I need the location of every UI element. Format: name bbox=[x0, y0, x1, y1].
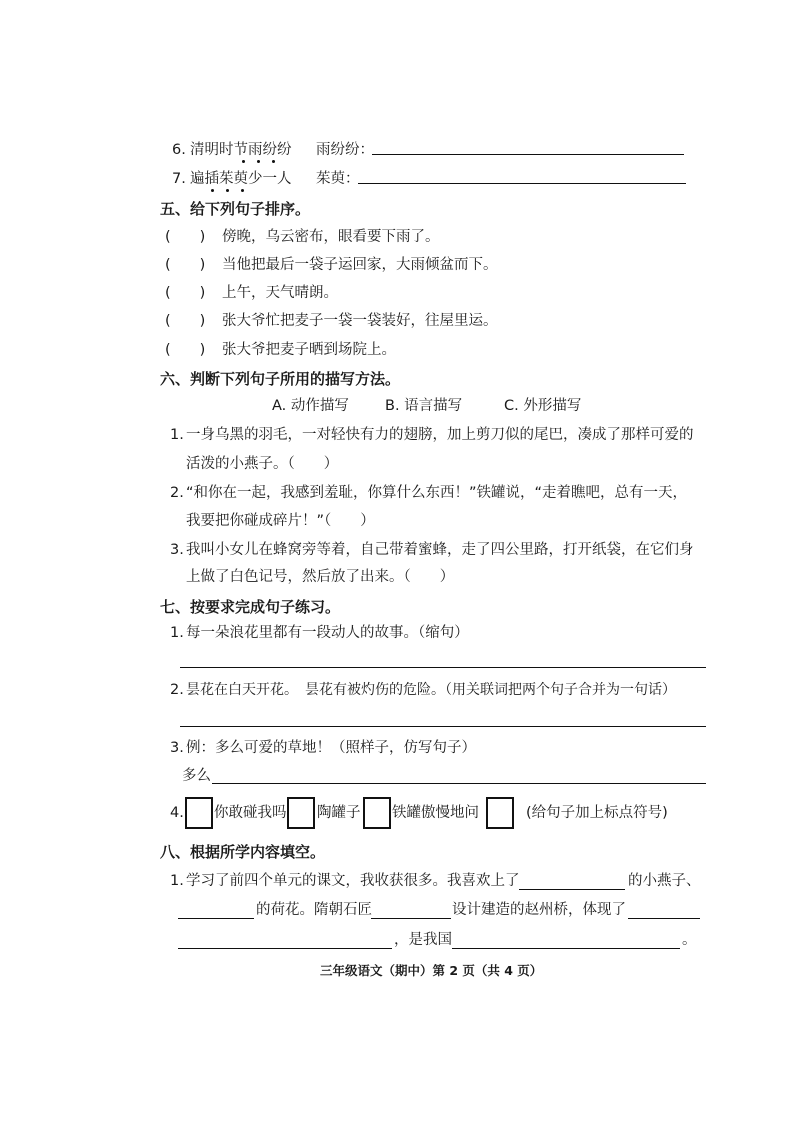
item-number: 1. bbox=[170, 625, 184, 641]
item-number: 4. bbox=[170, 805, 184, 821]
order-paren[interactable]: ( ) bbox=[165, 313, 206, 329]
sentence-segment: 铁罐傲慢地问 bbox=[392, 805, 479, 821]
fill-text: 。 bbox=[682, 932, 697, 948]
page-footer: 三年级语文（期中）第 2 页（共 4 页） bbox=[320, 963, 543, 978]
word-label: 茱萸： bbox=[316, 171, 360, 187]
punctuation-box[interactable] bbox=[185, 797, 213, 829]
fill-text: 学习了前四个单元的课文，我收获很多。我喜欢上了 bbox=[186, 873, 520, 889]
sentence: 我要把你碰成碎片！”（ ） bbox=[186, 513, 375, 529]
sentence: 傍晚，乌云密布，眼看要下雨了。 bbox=[222, 229, 440, 245]
answer-line[interactable] bbox=[180, 667, 706, 668]
order-paren[interactable]: ( ) bbox=[165, 229, 206, 245]
section-title: 五、给下列句子排序。 bbox=[160, 200, 311, 218]
section-title: 七、按要求完成句子练习。 bbox=[160, 598, 341, 616]
word-label: 雨纷纷： bbox=[316, 142, 374, 158]
sentence-segment: 你敢碰我吗 bbox=[214, 805, 287, 821]
emphasis-dot bbox=[211, 189, 214, 192]
emphasis-dot bbox=[272, 160, 275, 163]
instruction-note: (给句子加上标点符号) bbox=[526, 805, 668, 821]
answer-line[interactable] bbox=[180, 726, 706, 727]
sentence-segment: 陶罐子 bbox=[317, 805, 361, 821]
blank-line[interactable] bbox=[452, 948, 680, 949]
emphasis-dot bbox=[242, 160, 245, 163]
blank-line[interactable] bbox=[371, 918, 451, 919]
order-paren[interactable]: ( ) bbox=[165, 342, 206, 358]
emphasis-dot bbox=[257, 160, 260, 163]
answer-line[interactable] bbox=[358, 183, 686, 184]
sentence: 上午，天气晴朗。 bbox=[222, 285, 338, 301]
poem-line: 遍插茱萸少一人 bbox=[190, 171, 292, 187]
poem-line: 清明时节雨纷纷 bbox=[190, 142, 292, 158]
item-number: 2. bbox=[170, 485, 184, 501]
option-b: B. 语言描写 bbox=[385, 398, 463, 414]
sentence: “和你在一起，我感到羞耻，你算什么东西！”铁罐说，“走着瞧吧，总有一天， bbox=[186, 485, 688, 501]
punctuation-box[interactable] bbox=[287, 797, 315, 829]
sentence: 当他把最后一袋子运回家，大雨倾盆而下。 bbox=[222, 257, 498, 273]
emphasis-dot bbox=[226, 189, 229, 192]
option-c: C. 外形描写 bbox=[504, 398, 582, 414]
section-title: 八、根据所学内容填空。 bbox=[160, 843, 326, 861]
section-title: 六、判断下列句子所用的描写方法。 bbox=[160, 370, 401, 388]
blank-line[interactable] bbox=[519, 889, 625, 890]
sentence: 一身乌黑的羽毛，一对轻快有力的翅膀，加上剪刀似的尾巴，凑成了那样可爱的 bbox=[186, 427, 694, 443]
fill-text: 的小燕子、 bbox=[628, 873, 701, 889]
fill-text: 设计建造的赵州桥，体现了 bbox=[452, 902, 626, 918]
option-a: A. 动作描写 bbox=[272, 398, 349, 414]
fill-text: 的荷花。隋朝石匠 bbox=[256, 902, 372, 918]
emphasis-dot bbox=[241, 189, 244, 192]
exercise-text: 昙花在白天开花。 昙花有被灼伤的危险。（用关联词把两个句子合并为一句话） bbox=[186, 682, 676, 698]
item-number: 3. bbox=[170, 740, 184, 756]
order-paren[interactable]: ( ) bbox=[165, 285, 206, 301]
exercise-text: 每一朵浪花里都有一段动人的故事。（缩句） bbox=[186, 625, 469, 641]
sentence: 活泼的小燕子。（ ） bbox=[186, 456, 339, 472]
sentence: 张大爷把麦子晒到场院上。 bbox=[222, 342, 396, 358]
answer-line[interactable] bbox=[372, 154, 684, 155]
answer-line[interactable] bbox=[212, 783, 706, 784]
sentence: 上做了白色记号，然后放了出来。（ ） bbox=[186, 569, 455, 585]
item-number: 1. bbox=[170, 427, 184, 443]
item-number: 6. bbox=[172, 142, 186, 158]
punctuation-box[interactable] bbox=[363, 797, 391, 829]
item-number: 3. bbox=[170, 542, 184, 558]
prefix-label: 多么 bbox=[182, 768, 211, 784]
blank-line[interactable] bbox=[628, 918, 700, 919]
exercise-text: 例：多么可爱的草地！（照样子，仿写句子） bbox=[186, 740, 476, 756]
fill-text: ，是我国 bbox=[394, 932, 452, 948]
item-number: 2. bbox=[170, 682, 184, 698]
order-paren[interactable]: ( ) bbox=[165, 257, 206, 273]
sentence: 我叫小女儿在蜂窝旁等着，自己带着蜜蜂，走了四公里路，打开纸袋，在它们身 bbox=[186, 542, 694, 558]
blank-line[interactable] bbox=[178, 948, 392, 949]
punctuation-box[interactable] bbox=[486, 797, 514, 829]
item-number: 7. bbox=[172, 171, 186, 187]
sentence: 张大爷忙把麦子一袋一袋装好，往屋里运。 bbox=[222, 313, 498, 329]
item-number: 1. bbox=[170, 873, 184, 889]
blank-line[interactable] bbox=[178, 918, 254, 919]
